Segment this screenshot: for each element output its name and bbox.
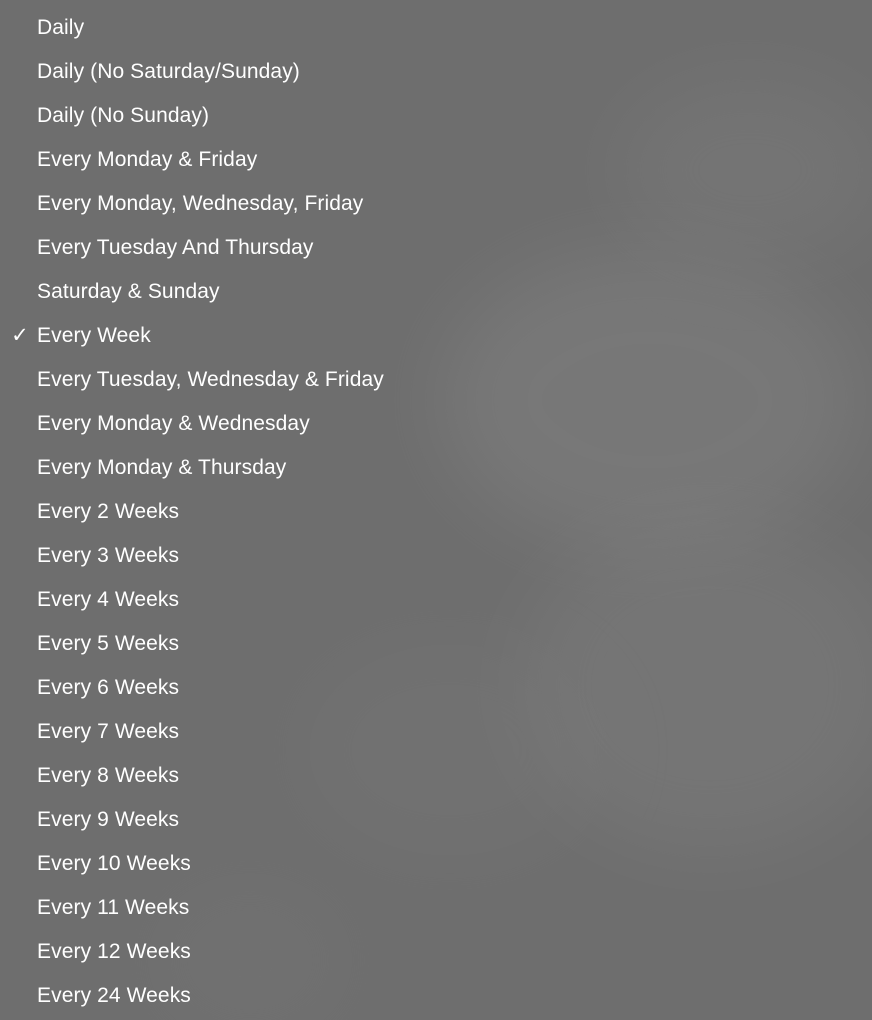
menu-item-label: Every 5 Weeks: [37, 632, 180, 655]
menu-item-label: Every Monday & Friday: [37, 148, 258, 171]
menu-item-label: Every 24 Weeks: [37, 984, 191, 1007]
menu-item[interactable]: [0, 50, 872, 94]
menu-item-label: Saturday & Sunday: [37, 280, 220, 303]
menu-item[interactable]: [0, 974, 872, 1018]
menu-item[interactable]: [0, 754, 872, 798]
menu-item[interactable]: [0, 622, 872, 666]
menu-item[interactable]: [0, 6, 872, 50]
menu-item-label: Every 8 Weeks: [37, 764, 180, 787]
menu-item-label: Every Monday & Wednesday: [37, 412, 310, 435]
menu-item-label: Every Week: [37, 324, 151, 347]
menu-item[interactable]: [0, 358, 872, 402]
menu-item-label: Every 12 Weeks: [37, 940, 191, 963]
menu-item[interactable]: [0, 226, 872, 270]
menu-item-label: Every Monday, Wednesday, Friday: [37, 192, 364, 215]
menu-item[interactable]: [0, 138, 872, 182]
menu-item[interactable]: [0, 534, 872, 578]
menu-item-label: Every 4 Weeks: [37, 588, 180, 611]
menu-item[interactable]: [0, 270, 872, 314]
menu-item[interactable]: [0, 446, 872, 490]
menu-item-label: Every 9 Weeks: [37, 808, 180, 831]
menu-item[interactable]: [0, 182, 872, 226]
menu-item[interactable]: [0, 314, 872, 358]
checkmark-icon: ✓: [11, 324, 29, 347]
menu-item-label: Every 11 Weeks: [37, 896, 190, 919]
menu-item[interactable]: [0, 666, 872, 710]
menu-item[interactable]: [0, 94, 872, 138]
menu-item-label: Daily: [37, 16, 85, 39]
menu-item[interactable]: [0, 402, 872, 446]
menu-item[interactable]: [0, 930, 872, 974]
menu-item-label: Every Tuesday, Wednesday & Friday: [37, 368, 384, 391]
menu-item-label: Every Tuesday And Thursday: [37, 236, 314, 259]
menu-item-label: Every 3 Weeks: [37, 544, 180, 567]
menu-item-label: Every 6 Weeks: [37, 676, 180, 699]
menu-item-label: Daily (No Sunday): [37, 104, 210, 127]
menu-item-label: Every 10 Weeks: [37, 852, 191, 875]
menu-item[interactable]: [0, 842, 872, 886]
menu-item-label: Daily (No Saturday/Sunday): [37, 60, 300, 83]
menu-item[interactable]: [0, 798, 872, 842]
menu-item[interactable]: [0, 578, 872, 622]
menu-item-label: Every Monday & Thursday: [37, 456, 287, 479]
menu-item[interactable]: [0, 490, 872, 534]
menu-item-label: Every 2 Weeks: [37, 500, 180, 523]
menu-item-label: Every 7 Weeks: [37, 720, 180, 743]
menu-item[interactable]: [0, 886, 872, 930]
menu-item[interactable]: [0, 710, 872, 754]
